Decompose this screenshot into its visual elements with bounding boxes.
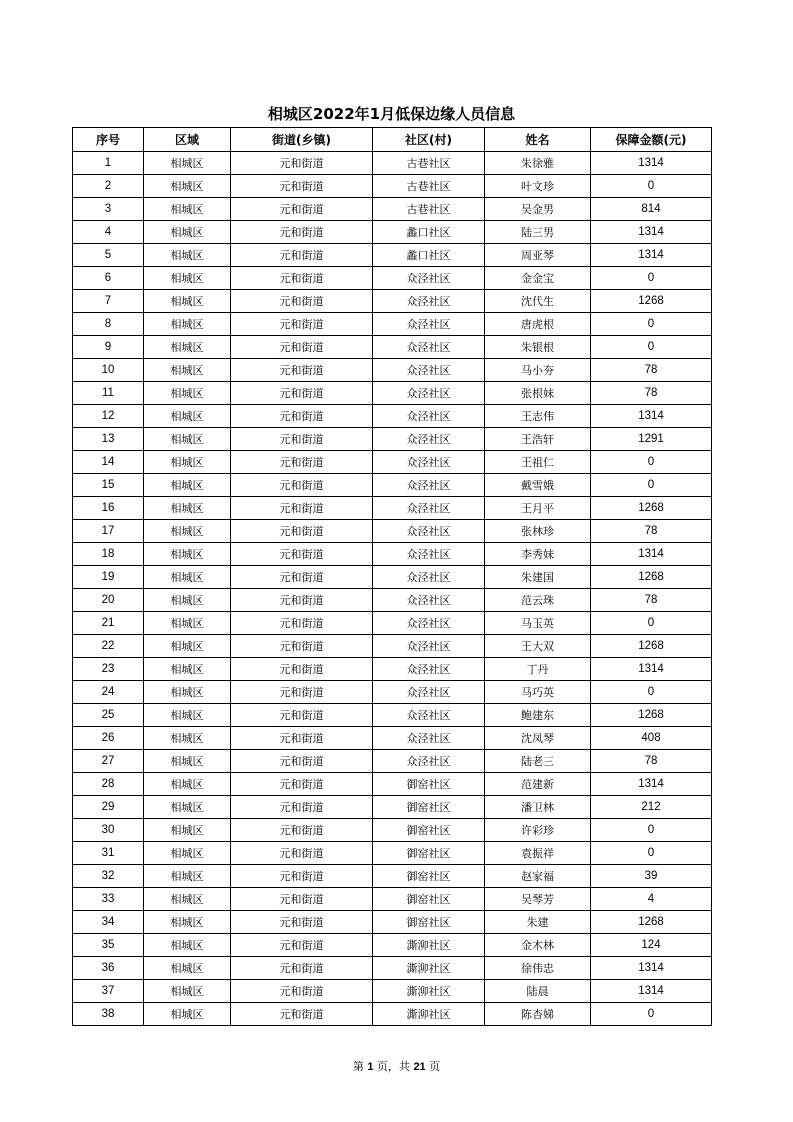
table-row [73, 290, 712, 313]
column-header-index: 序号 [73, 128, 144, 152]
cell-name: 陆晨 [485, 980, 591, 1003]
cell-street: 元和街道 [231, 497, 373, 520]
cell-index: 37 [73, 980, 144, 1003]
cell-name: 王大双 [485, 635, 591, 658]
cell-district: 相城区 [144, 520, 231, 543]
table-row [73, 911, 712, 934]
cell-index: 23 [73, 658, 144, 681]
footer-prefix: 第 [352, 1060, 364, 1073]
cell-street: 元和街道 [231, 704, 373, 727]
cell-street: 元和街道 [231, 152, 373, 175]
cell-street: 元和街道 [231, 474, 373, 497]
cell-amount: 0 [591, 681, 712, 704]
table-row [73, 681, 712, 704]
cell-street: 元和街道 [231, 451, 373, 474]
cell-street: 元和街道 [231, 911, 373, 934]
cell-index: 16 [73, 497, 144, 520]
table-row [73, 497, 712, 520]
cell-index: 15 [73, 474, 144, 497]
cell-street: 元和街道 [231, 980, 373, 1003]
cell-index: 28 [73, 773, 144, 796]
cell-street: 元和街道 [231, 244, 373, 267]
cell-community: 古巷社区 [373, 152, 485, 175]
cell-community: 众泾社区 [373, 750, 485, 773]
cell-community: 御窑社区 [373, 865, 485, 888]
cell-district: 相城区 [144, 750, 231, 773]
cell-district: 相城区 [144, 612, 231, 635]
cell-name: 朱徐雅 [485, 152, 591, 175]
cell-district: 相城区 [144, 658, 231, 681]
cell-name: 丁丹 [485, 658, 591, 681]
table-row [73, 750, 712, 773]
footer-page-number: 1 [367, 1061, 374, 1073]
cell-amount: 0 [591, 612, 712, 635]
cell-name: 叶文珍 [485, 175, 591, 198]
cell-index: 1 [73, 152, 144, 175]
cell-amount: 1268 [591, 497, 712, 520]
cell-community: 众泾社区 [373, 428, 485, 451]
cell-district: 相城区 [144, 313, 231, 336]
cell-community: 众泾社区 [373, 359, 485, 382]
table-row [73, 244, 712, 267]
cell-district: 相城区 [144, 405, 231, 428]
cell-district: 相城区 [144, 336, 231, 359]
cell-amount: 78 [591, 520, 712, 543]
cell-name: 袁振祥 [485, 842, 591, 865]
table-row [73, 980, 712, 1003]
cell-community: 御窑社区 [373, 773, 485, 796]
cell-district: 相城区 [144, 635, 231, 658]
cell-street: 元和街道 [231, 658, 373, 681]
cell-index: 19 [73, 566, 144, 589]
table-row [73, 934, 712, 957]
cell-name: 许彩珍 [485, 819, 591, 842]
cell-district: 相城区 [144, 727, 231, 750]
cell-street: 元和街道 [231, 221, 373, 244]
cell-district: 相城区 [144, 681, 231, 704]
cell-name: 王浩轩 [485, 428, 591, 451]
cell-index: 8 [73, 313, 144, 336]
cell-community: 众泾社区 [373, 290, 485, 313]
cell-name: 周亚琴 [485, 244, 591, 267]
cell-community: 澌泖社区 [373, 980, 485, 1003]
cell-community: 众泾社区 [373, 704, 485, 727]
cell-amount: 814 [591, 198, 712, 221]
column-header-street: 街道(乡镇) [231, 128, 373, 152]
table-row [73, 865, 712, 888]
cell-community: 众泾社区 [373, 520, 485, 543]
cell-district: 相城区 [144, 796, 231, 819]
cell-district: 相城区 [144, 957, 231, 980]
cell-amount: 1268 [591, 704, 712, 727]
cell-index: 25 [73, 704, 144, 727]
cell-community: 御窑社区 [373, 796, 485, 819]
cell-street: 元和街道 [231, 566, 373, 589]
cell-index: 7 [73, 290, 144, 313]
cell-amount: 0 [591, 842, 712, 865]
cell-name: 沈凤琴 [485, 727, 591, 750]
cell-amount: 212 [591, 796, 712, 819]
cell-street: 元和街道 [231, 681, 373, 704]
table-row [73, 543, 712, 566]
cell-street: 元和街道 [231, 520, 373, 543]
cell-index: 6 [73, 267, 144, 290]
cell-district: 相城区 [144, 1003, 231, 1026]
cell-name: 王祖仁 [485, 451, 591, 474]
cell-community: 众泾社区 [373, 612, 485, 635]
table-row [73, 405, 712, 428]
column-header-amount: 保障金额(元) [591, 128, 712, 152]
cell-name: 张林珍 [485, 520, 591, 543]
cell-amount: 1268 [591, 566, 712, 589]
footer-middle: 页，共 [376, 1060, 410, 1073]
cell-name: 马玉英 [485, 612, 591, 635]
cell-name: 陈杏娣 [485, 1003, 591, 1026]
table-row [73, 589, 712, 612]
cell-index: 13 [73, 428, 144, 451]
table-row [73, 198, 712, 221]
table-row [73, 566, 712, 589]
cell-amount: 1268 [591, 290, 712, 313]
cell-amount: 0 [591, 175, 712, 198]
table-row [73, 957, 712, 980]
cell-street: 元和街道 [231, 612, 373, 635]
cell-community: 众泾社区 [373, 543, 485, 566]
cell-amount: 4 [591, 888, 712, 911]
cell-district: 相城区 [144, 911, 231, 934]
cell-community: 澌泖社区 [373, 957, 485, 980]
cell-street: 元和街道 [231, 635, 373, 658]
cell-district: 相城区 [144, 980, 231, 1003]
cell-district: 相城区 [144, 842, 231, 865]
column-header-community: 社区(村) [373, 128, 485, 152]
cell-name: 金木林 [485, 934, 591, 957]
cell-street: 元和街道 [231, 957, 373, 980]
cell-street: 元和街道 [231, 267, 373, 290]
cell-district: 相城区 [144, 566, 231, 589]
cell-index: 18 [73, 543, 144, 566]
cell-index: 32 [73, 865, 144, 888]
cell-community: 众泾社区 [373, 497, 485, 520]
cell-name: 赵家福 [485, 865, 591, 888]
cell-amount: 1314 [591, 773, 712, 796]
cell-amount: 1268 [591, 635, 712, 658]
table-row [73, 773, 712, 796]
cell-amount: 78 [591, 382, 712, 405]
cell-community: 古巷社区 [373, 198, 485, 221]
cell-community: 古巷社区 [373, 175, 485, 198]
cell-district: 相城区 [144, 865, 231, 888]
cell-name: 马巧英 [485, 681, 591, 704]
cell-index: 21 [73, 612, 144, 635]
cell-street: 元和街道 [231, 796, 373, 819]
table-row [73, 428, 712, 451]
cell-index: 11 [73, 382, 144, 405]
cell-index: 10 [73, 359, 144, 382]
cell-amount: 78 [591, 589, 712, 612]
cell-street: 元和街道 [231, 727, 373, 750]
cell-community: 蠡口社区 [373, 244, 485, 267]
cell-name: 金金宝 [485, 267, 591, 290]
cell-name: 朱建 [485, 911, 591, 934]
cell-street: 元和街道 [231, 198, 373, 221]
cell-street: 元和街道 [231, 313, 373, 336]
cell-index: 4 [73, 221, 144, 244]
page-footer [0, 1058, 793, 1074]
cell-street: 元和街道 [231, 842, 373, 865]
cell-community: 御窑社区 [373, 819, 485, 842]
cell-community: 众泾社区 [373, 267, 485, 290]
cell-street: 元和街道 [231, 336, 373, 359]
cell-community: 澌泖社区 [373, 1003, 485, 1026]
table-row [73, 313, 712, 336]
document-title: 相城区2022年1月低保边缘人员信息 [267, 105, 516, 123]
cell-street: 元和街道 [231, 175, 373, 198]
cell-name: 朱银根 [485, 336, 591, 359]
table-row [73, 359, 712, 382]
cell-district: 相城区 [144, 152, 231, 175]
cell-street: 元和街道 [231, 819, 373, 842]
cell-street: 元和街道 [231, 290, 373, 313]
cell-district: 相城区 [144, 704, 231, 727]
cell-index: 2 [73, 175, 144, 198]
cell-community: 蠡口社区 [373, 221, 485, 244]
cell-community: 众泾社区 [373, 566, 485, 589]
cell-street: 元和街道 [231, 865, 373, 888]
table-row [73, 336, 712, 359]
cell-street: 元和街道 [231, 1003, 373, 1026]
cell-index: 5 [73, 244, 144, 267]
cell-name: 徐伟忠 [485, 957, 591, 980]
cell-street: 元和街道 [231, 359, 373, 382]
cell-community: 众泾社区 [373, 405, 485, 428]
cell-index: 20 [73, 589, 144, 612]
cell-index: 22 [73, 635, 144, 658]
cell-name: 吴琴芳 [485, 888, 591, 911]
cell-street: 元和街道 [231, 428, 373, 451]
cell-amount: 0 [591, 474, 712, 497]
cell-index: 3 [73, 198, 144, 221]
cell-name: 陆老三 [485, 750, 591, 773]
cell-district: 相城区 [144, 244, 231, 267]
cell-index: 24 [73, 681, 144, 704]
table-row [73, 658, 712, 681]
cell-index: 12 [73, 405, 144, 428]
table-row [73, 267, 712, 290]
cell-name: 范云珠 [485, 589, 591, 612]
cell-amount: 1314 [591, 244, 712, 267]
cell-community: 众泾社区 [373, 474, 485, 497]
cell-street: 元和街道 [231, 888, 373, 911]
table-row [73, 727, 712, 750]
cell-amount: 124 [591, 934, 712, 957]
cell-community: 众泾社区 [373, 658, 485, 681]
cell-community: 众泾社区 [373, 635, 485, 658]
table-row [73, 842, 712, 865]
table-row [73, 888, 712, 911]
table-row [73, 152, 712, 175]
cell-street: 元和街道 [231, 405, 373, 428]
cell-street: 元和街道 [231, 934, 373, 957]
cell-street: 元和街道 [231, 382, 373, 405]
cell-amount: 1314 [591, 543, 712, 566]
cell-street: 元和街道 [231, 543, 373, 566]
cell-district: 相城区 [144, 888, 231, 911]
cell-amount: 0 [591, 336, 712, 359]
cell-district: 相城区 [144, 497, 231, 520]
table-row [73, 451, 712, 474]
cell-district: 相城区 [144, 819, 231, 842]
cell-community: 众泾社区 [373, 681, 485, 704]
table-row [73, 382, 712, 405]
cell-amount: 1314 [591, 405, 712, 428]
cell-index: 26 [73, 727, 144, 750]
cell-district: 相城区 [144, 474, 231, 497]
cell-district: 相城区 [144, 934, 231, 957]
cell-name: 戴雪娥 [485, 474, 591, 497]
cell-district: 相城区 [144, 359, 231, 382]
cell-district: 相城区 [144, 382, 231, 405]
cell-index: 34 [73, 911, 144, 934]
cell-district: 相城区 [144, 221, 231, 244]
cell-community: 众泾社区 [373, 382, 485, 405]
cell-name: 鲍建东 [485, 704, 591, 727]
cell-amount: 1314 [591, 152, 712, 175]
table-row [73, 175, 712, 198]
cell-amount: 1314 [591, 957, 712, 980]
cell-district: 相城区 [144, 451, 231, 474]
table-row [73, 520, 712, 543]
cell-district: 相城区 [144, 589, 231, 612]
cell-community: 众泾社区 [373, 727, 485, 750]
cell-index: 14 [73, 451, 144, 474]
cell-district: 相城区 [144, 267, 231, 290]
cell-name: 张根妹 [485, 382, 591, 405]
cell-amount: 1291 [591, 428, 712, 451]
table-row [73, 819, 712, 842]
cell-index: 30 [73, 819, 144, 842]
table-row [73, 221, 712, 244]
cell-name: 王志伟 [485, 405, 591, 428]
cell-district: 相城区 [144, 290, 231, 313]
cell-community: 众泾社区 [373, 589, 485, 612]
cell-name: 范建新 [485, 773, 591, 796]
cell-community: 御窑社区 [373, 842, 485, 865]
cell-district: 相城区 [144, 175, 231, 198]
cell-name: 吴金男 [485, 198, 591, 221]
recipients-table [72, 127, 712, 1026]
cell-amount: 0 [591, 1003, 712, 1026]
cell-street: 元和街道 [231, 750, 373, 773]
table-row [73, 612, 712, 635]
cell-amount: 1314 [591, 221, 712, 244]
footer-suffix: 页 [429, 1060, 441, 1073]
cell-index: 17 [73, 520, 144, 543]
cell-amount: 0 [591, 451, 712, 474]
table-body [73, 152, 712, 1026]
column-header-name: 姓名 [485, 128, 591, 152]
cell-amount: 408 [591, 727, 712, 750]
cell-name: 李秀妹 [485, 543, 591, 566]
cell-street: 元和街道 [231, 589, 373, 612]
table-header-row [73, 128, 712, 152]
cell-amount: 1268 [591, 911, 712, 934]
table-row [73, 474, 712, 497]
cell-index: 9 [73, 336, 144, 359]
cell-community: 众泾社区 [373, 336, 485, 359]
table-row [73, 635, 712, 658]
cell-community: 澌泖社区 [373, 934, 485, 957]
cell-district: 相城区 [144, 198, 231, 221]
cell-district: 相城区 [144, 773, 231, 796]
cell-name: 潘卫林 [485, 796, 591, 819]
cell-amount: 0 [591, 313, 712, 336]
table-row [73, 704, 712, 727]
cell-name: 朱建国 [485, 566, 591, 589]
table-row [73, 1003, 712, 1026]
cell-community: 御窑社区 [373, 911, 485, 934]
cell-index: 29 [73, 796, 144, 819]
cell-name: 唐虎根 [485, 313, 591, 336]
cell-index: 33 [73, 888, 144, 911]
cell-community: 众泾社区 [373, 451, 485, 474]
cell-index: 35 [73, 934, 144, 957]
cell-index: 31 [73, 842, 144, 865]
column-header-district: 区域 [144, 128, 231, 152]
cell-name: 沈代生 [485, 290, 591, 313]
cell-amount: 1314 [591, 658, 712, 681]
cell-name: 王月平 [485, 497, 591, 520]
cell-index: 38 [73, 1003, 144, 1026]
cell-community: 众泾社区 [373, 313, 485, 336]
cell-amount: 78 [591, 750, 712, 773]
cell-name: 陆三男 [485, 221, 591, 244]
cell-index: 27 [73, 750, 144, 773]
cell-district: 相城区 [144, 543, 231, 566]
cell-district: 相城区 [144, 428, 231, 451]
cell-community: 御窑社区 [373, 888, 485, 911]
cell-amount: 0 [591, 819, 712, 842]
cell-street: 元和街道 [231, 773, 373, 796]
cell-amount: 1314 [591, 980, 712, 1003]
footer-total-pages: 21 [413, 1061, 426, 1073]
cell-name: 马小夯 [485, 359, 591, 382]
cell-amount: 0 [591, 267, 712, 290]
cell-index: 36 [73, 957, 144, 980]
table-row [73, 796, 712, 819]
cell-amount: 39 [591, 865, 712, 888]
cell-amount: 78 [591, 359, 712, 382]
